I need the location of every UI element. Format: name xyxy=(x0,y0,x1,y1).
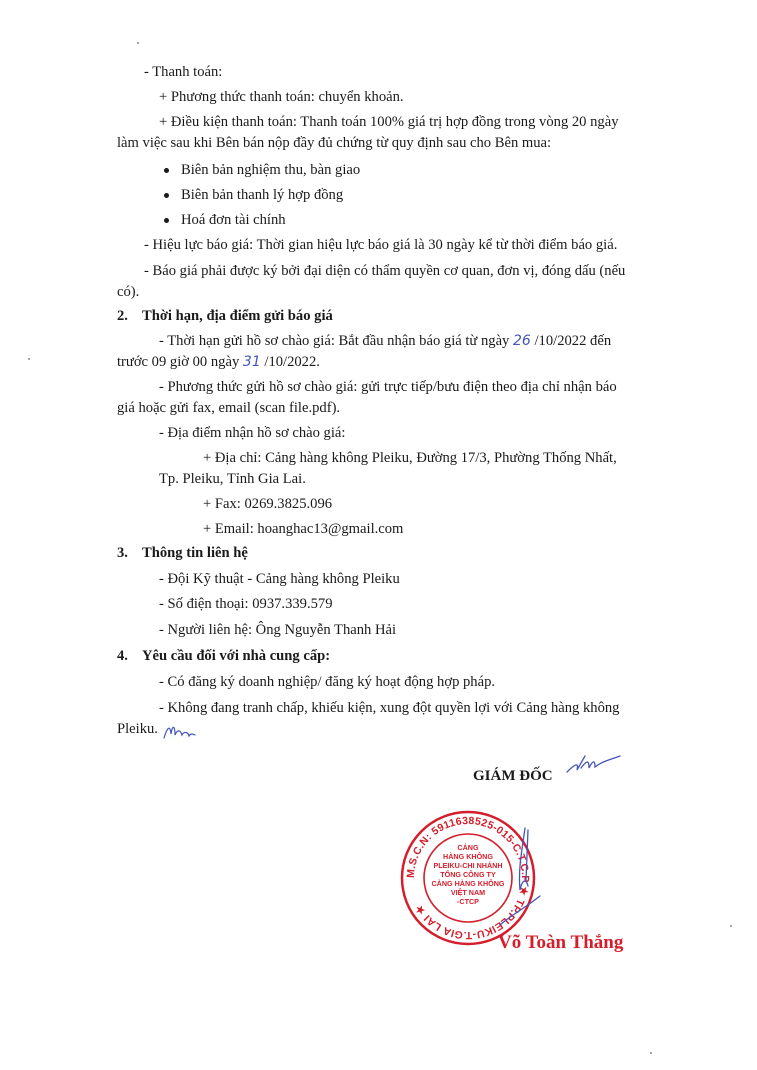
svg-text:CẢNG HÀNG KHÔNG: CẢNG HÀNG KHÔNG xyxy=(431,879,505,888)
deadline-text-4: /10/2022. xyxy=(264,354,320,370)
payment-condition-line1: + Điều kiện thanh toán: Thanh toán 100% giá trị hợp đồng trong vòng 20 ngày xyxy=(159,114,619,130)
svg-text:CẢNG: CẢNG xyxy=(457,843,479,852)
director-title: GIÁM ĐỐC xyxy=(473,768,553,784)
requirement-1: - Có đăng ký doanh nghiệp/ đăng ký hoạt động hợp pháp. xyxy=(159,674,496,690)
bullet-icon xyxy=(164,193,169,198)
section4-number: 4. xyxy=(117,648,128,664)
handwritten-start-day: 26 xyxy=(513,333,531,349)
contact-person: - Người liên hệ: Ông Nguyễn Thanh Hải xyxy=(159,622,397,638)
signature-scribble xyxy=(470,820,560,930)
requirement-2-line2: Pleiku. xyxy=(117,721,158,737)
svg-text:HÀNG KHÔNG: HÀNG KHÔNG xyxy=(443,852,493,861)
document-item-3: Hoá đơn tài chính xyxy=(181,212,286,228)
sign-requirement-line2: có). xyxy=(117,284,140,300)
svg-text:PLEIKU-CHI NHÁNH: PLEIKU-CHI NHÁNH xyxy=(433,861,503,870)
fax-line: + Fax: 0269.3825.096 xyxy=(203,496,333,512)
section4-title: Yêu cầu đối với nhà cung cấp: xyxy=(142,648,331,664)
svg-text:VIỆT NAM: VIỆT NAM xyxy=(450,888,486,897)
section3-title: Thông tin liên hệ xyxy=(142,545,248,561)
initials-mark xyxy=(162,720,198,744)
speck xyxy=(28,358,30,360)
bullet-icon xyxy=(164,168,169,173)
address-line1: + Địa chỉ: Cảng hàng không Pleiku, Đường 17/3, Phường Thống Nhất, xyxy=(203,450,617,466)
svg-text:TỔNG CÔNG TY: TỔNG CÔNG TY xyxy=(440,870,496,879)
payment-condition-line2: làm việc sau khi Bên bán nộp đầy đủ chứng từ quy định sau cho Bên mua: xyxy=(117,135,552,151)
deadline-text-1: - Thời hạn gửi hồ sơ chào giá: Bắt đầu nhận báo giá từ ngày xyxy=(159,333,510,349)
deadline-line1 xyxy=(159,332,611,350)
director-initials-mark xyxy=(565,750,625,780)
document-item-2: Biên bản thanh lý hợp đồng xyxy=(181,187,344,203)
address-line2: Tp. Pleiku, Tỉnh Gia Lai. xyxy=(159,471,306,487)
requirement-2-line1: - Không đang tranh chấp, khiếu kiện, xung đột quyền lợi với Cảng hàng không xyxy=(159,700,620,716)
submit-method-line1: - Phương thức gửi hồ sơ chào giá: gửi trực tiếp/bưu điện theo địa chỉ nhận báo xyxy=(159,379,617,395)
section2-title: Thời hạn, địa điểm gửi báo giá xyxy=(142,308,333,324)
svg-text:M.S.C.N: 5911638525-015-C.T.C.: M.S.C.N: 5911638525-015-C.T.C.P ★ TP.PLEIKU-T.GIA LAI ★ xyxy=(404,814,532,942)
deadline-text-2: /10/2022 đến xyxy=(534,333,612,349)
handwritten-end-day: 31 xyxy=(242,354,261,370)
contact-department: - Đội Kỹ thuật - Cảng hàng không Pleiku xyxy=(159,571,400,587)
director-name: Võ Toàn Thắng xyxy=(498,932,624,953)
deadline-text-3: trước 09 giờ 00 ngày xyxy=(117,354,240,370)
sign-requirement-line1: - Báo giá phải được ký bởi đại diện có thẩm quyền cơ quan, đơn vị, đóng dấu (nếu xyxy=(144,263,626,279)
bullet-icon xyxy=(164,218,169,223)
document-item-1: Biên bản nghiệm thu, bàn giao xyxy=(181,162,361,178)
section3-number: 3. xyxy=(117,545,128,561)
validity-text: - Hiệu lực báo giá: Thời gian hiệu lực báo giá là 30 ngày kể từ thời điểm báo giá. xyxy=(144,237,618,253)
deadline-line2 xyxy=(117,353,320,371)
submit-method-line2: giá hoặc gửi fax, email (scan file.pdf). xyxy=(117,400,341,416)
speck xyxy=(650,1052,652,1054)
email-line: + Email: hoanghac13@gmail.com xyxy=(203,521,404,537)
section2-number: 2. xyxy=(117,308,128,324)
payment-method: + Phương thức thanh toán: chuyển khoản. xyxy=(159,89,404,105)
speck xyxy=(730,925,732,927)
payment-heading: - Thanh toán: xyxy=(144,64,223,80)
svg-text:-CTCP: -CTCP xyxy=(457,897,479,906)
location-label: - Địa điểm nhận hồ sơ chào giá: xyxy=(159,425,346,441)
speck xyxy=(137,42,139,44)
contact-phone: - Số điện thoại: 0937.339.579 xyxy=(159,596,333,612)
